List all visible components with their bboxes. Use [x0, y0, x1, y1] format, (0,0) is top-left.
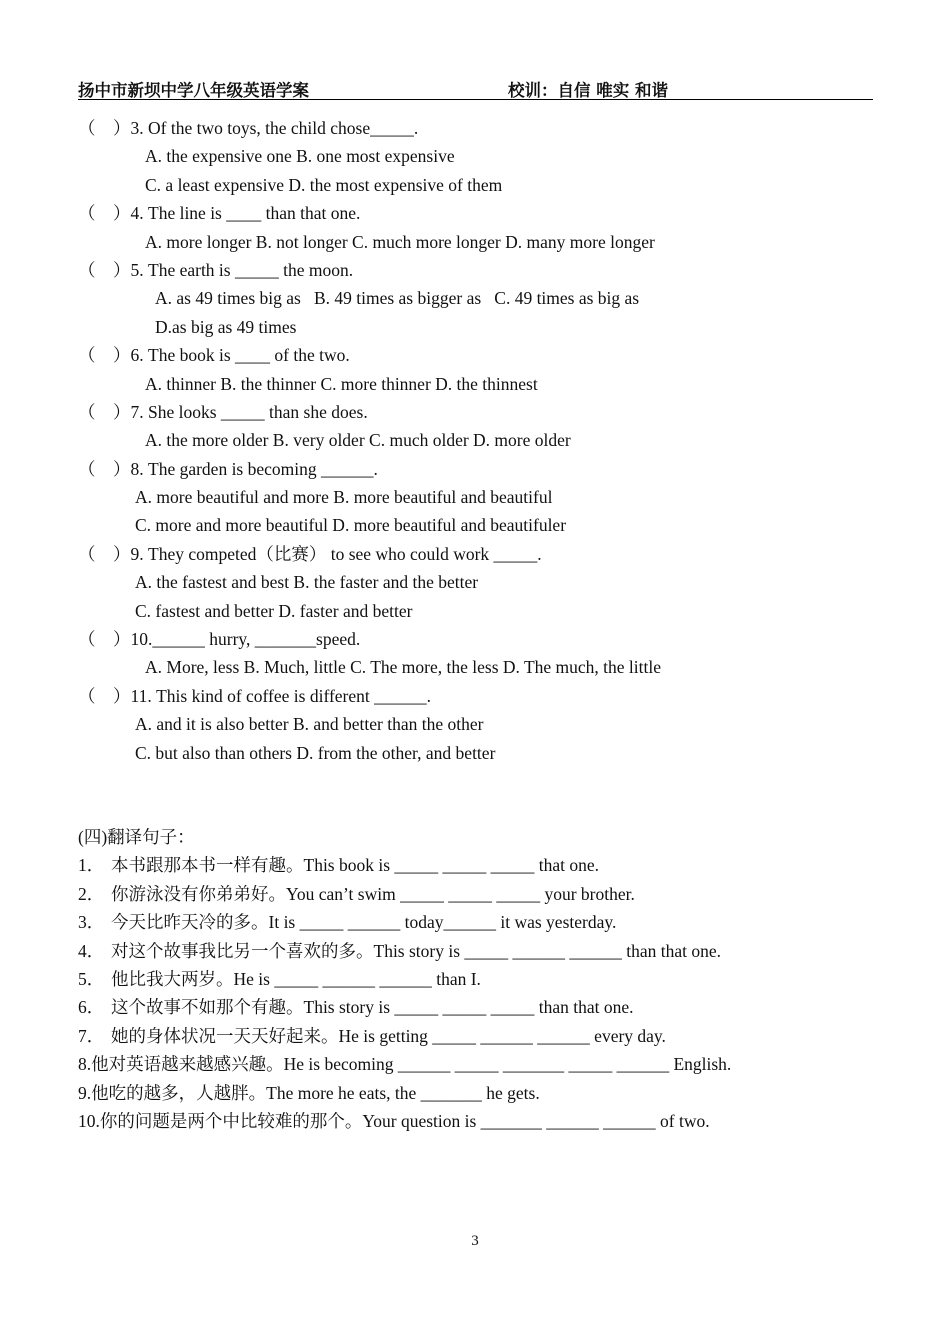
- question-stem: （ ）4. The line is ____ than that one.: [78, 203, 361, 224]
- page-number: 3: [471, 1233, 479, 1249]
- question-options: A. more beautiful and more B. more beautiful and beautiful: [135, 487, 553, 508]
- item-number: 2．: [78, 883, 105, 904]
- question-options: C. a least expensive D. the most expensive of them: [145, 174, 503, 195]
- item-number: 5．: [78, 968, 105, 989]
- question-options: A. more longer B. not longer C. much more longer D. many more longer: [145, 231, 655, 252]
- question-options: A. the fastest and best B. the faster and the better: [135, 572, 479, 593]
- item-number: 6．: [78, 997, 105, 1018]
- translation-item: [78, 1107, 878, 1135]
- question-stem: （ ）9. They competed（比赛） to see who could work _____.: [78, 543, 542, 564]
- question-options: D.as big as 49 times: [155, 316, 297, 337]
- question-stem: （ ）6. The book is ____ of the two.: [78, 345, 350, 366]
- page-header: [78, 77, 873, 100]
- question-options: A. and it is also better B. and better than the other: [135, 714, 484, 735]
- translation-item: [78, 965, 878, 993]
- question-stem: （ ）11. This kind of coffee is different ______.: [78, 685, 432, 706]
- translation-item: [78, 908, 878, 936]
- translation-item: [78, 1079, 878, 1107]
- question-options: C. but also than others D. from the other, and better: [135, 742, 496, 763]
- item-text: 8.他对英语越来越感兴趣。He is becoming ______ _____ _______ _____ ______ English.: [78, 1054, 732, 1075]
- translation-item: [78, 1050, 878, 1078]
- item-text: 这个故事不如那个有趣。This story is _____ _____ _____ than that one.: [111, 997, 634, 1018]
- translation-item: [78, 880, 878, 908]
- question-options: C. fastest and better D. faster and better: [135, 600, 413, 621]
- question-stem: （ ）10.______ hurry, _______speed.: [78, 629, 361, 650]
- item-text: 本书跟那本书一样有趣。This book is _____ _____ _____ that one.: [111, 855, 600, 876]
- question-options: A. thinner B. the thinner C. more thinner D. the thinnest: [145, 373, 538, 394]
- item-text: 你游泳没有你弟弟好。You can’t swim _____ _____ _____ your brother.: [111, 883, 635, 904]
- translation-item: [78, 851, 878, 879]
- item-text: 10.你的问题是两个中比较难的那个。Your question is _______ ______ ______ of two.: [78, 1110, 710, 1131]
- school-motto: 校训：自信 唯实 和谐: [508, 81, 668, 100]
- item-text: 今天比昨天冷的多。It is _____ ______ today______ it was yesterday.: [111, 912, 617, 933]
- question-stem: （ ）8. The garden is becoming ______.: [78, 458, 378, 479]
- question-options: A. the expensive one B. one most expensive: [145, 146, 455, 167]
- item-text: 9.他吃的越多，人越胖。The more he eats, the _______ he gets.: [78, 1082, 540, 1103]
- question-options: A. the more older B. very older C. much older D. more older: [145, 430, 571, 451]
- item-text: 她的身体状况一天天好起来。He is getting _____ ______ ______ every day.: [111, 1025, 666, 1046]
- item-number: 4．: [78, 940, 105, 961]
- question-stem: （ ）7. She looks _____ than she does.: [78, 401, 368, 422]
- item-text: 他比我大两岁。He is _____ ______ ______ than I.: [111, 968, 481, 989]
- question-options: C. more and more beautiful D. more beautiful and beautifuler: [135, 515, 567, 536]
- item-number: 7．: [78, 1025, 105, 1046]
- school-title: 扬中市新坝中学八年级英语学案: [78, 81, 309, 100]
- translation-item: [78, 937, 878, 965]
- question-options: A. as 49 times big as B. 49 times as bigger as C. 49 times as big as: [155, 288, 640, 309]
- question-stem: （ ）5. The earth is _____ the moon.: [78, 259, 354, 280]
- question-options: A. More, less B. Much, little C. The more, the less D. The much, the little: [145, 657, 662, 678]
- item-number: 3．: [78, 912, 105, 933]
- section-title: (四)翻译句子：: [78, 826, 195, 847]
- translation-item: [78, 1022, 878, 1050]
- item-text: 对这个故事我比另一个喜欢的多。This story is _____ ______ ______ than that one.: [111, 940, 722, 961]
- question-stem: （ ）3. Of the two toys, the child chose_____.: [78, 118, 419, 138]
- item-number: 1．: [78, 855, 105, 876]
- worksheet-content: [78, 114, 878, 1135]
- translation-item: [78, 993, 878, 1021]
